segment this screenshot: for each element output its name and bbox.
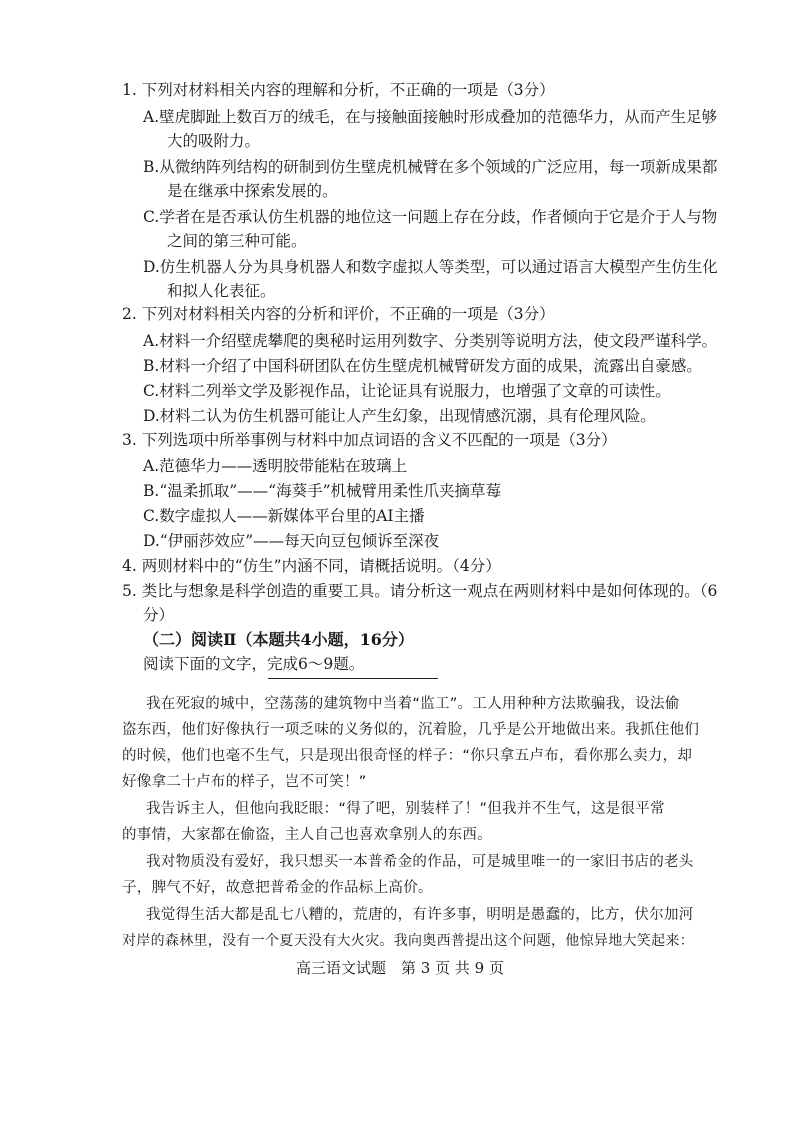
- passage-line: 的事情，大家都在偷盗，主人自己也喜欢拿别人的东西。: [122, 827, 492, 843]
- option-a: A.范德华力——透明胶带能粘在玻璃上: [143, 457, 408, 475]
- section-instruction: 阅读下面的文字，完成6～9题。: [143, 655, 365, 673]
- question-3: [122, 429, 617, 451]
- option-b: B.材料一介绍了中国科研团队在仿生壁虎机械臂研发方面的成果，流露出自豪感。: [143, 357, 702, 375]
- section-title: （二）阅读Ⅱ（本题共4小题，16分）: [143, 630, 414, 649]
- option-c-line2: 之间的第三种可能。: [167, 232, 307, 250]
- passage-divider: [268, 678, 438, 679]
- question-1: [122, 79, 555, 101]
- option-c: C.材料二列举文学及影视作品，让论证具有说服力，也增强了文章的可读性。: [143, 382, 671, 400]
- question-number: 2.: [122, 305, 137, 323]
- passage-line: 盗东西，他们好像执行一项乏味的义务似的，沉着脸，几乎是公开地做出来。我抓住他们: [122, 722, 700, 738]
- option-b-line1: B.从微纳阵列结构的研制到仿生壁虎机械臂在多个领域的广泛应用，每一项新成果都: [143, 158, 718, 176]
- option-a: A.材料一介绍壁虎攀爬的奥秘时运用列数字、分类别等说明方法，使文段严谨科学。: [143, 332, 718, 350]
- option-d-line2: 和拟人化表征。: [167, 282, 276, 300]
- option-c: C.数字虚拟人——新媒体平台里的AI主播: [143, 507, 425, 525]
- option-c-line1: C.学者在是否承认仿生机器的地位这一问题上存在分歧，作者倾向于它是介于人与物: [143, 208, 718, 226]
- page-footer: 高三语文试题 第 3 页 共 9 页: [296, 959, 504, 977]
- question-number: 3.: [122, 431, 137, 449]
- question-2: [122, 303, 555, 325]
- passage-line: 对岸的森林里，没有一个夏天没有大火灾。我向奥西普提出这个问题，他惊异地大笑起来：: [122, 933, 694, 949]
- option-b: B.“温柔抓取”——“海葵手”机械臂用柔性爪夹摘草莓: [143, 482, 502, 500]
- passage-line: 我在死寂的城中，空荡荡的建筑物中当着“监工”。工人用种种方法欺骗我，设法偷: [146, 696, 680, 712]
- option-d: D.“伊丽莎效应”——每天向豆包倾诉至深夜: [143, 532, 440, 550]
- question-number: 4.: [122, 557, 137, 575]
- question-stem: 下列对材料相关内容的分析和评价，不正确的一项是（3分）: [141, 305, 555, 323]
- question-5-continued: 分）: [143, 606, 175, 624]
- question-stem: 两则材料中的“仿生”内涵不同，请概括说明。（4分）: [141, 557, 501, 575]
- option-a-line2: 大的吸附力。: [167, 132, 261, 150]
- passage-line: 子，脾气不好，故意把普希金的作品标上高价。: [122, 880, 433, 896]
- question-stem: 下列对材料相关内容的理解和分析，不正确的一项是（3分）: [141, 81, 555, 99]
- passage-line: 的时候，他们也毫不生气，只是现出很奇怪的样子：“你只拿五卢布，看你那么卖力，却: [122, 748, 693, 764]
- passage-line: 我对物质没有爱好，我只想买一本普希金的作品，可是城里唯一的一家旧书店的老头: [146, 854, 694, 870]
- question-stem: 类比与想象是科学创造的重要工具。请分析这一观点在两则材料中是如何体现的。（6: [141, 582, 718, 600]
- passage-line: 好像拿二十卢布的样子，岂不可笑！”: [122, 774, 367, 790]
- passage-line: 我觉得生活大都是乱七八糟的，荒唐的，有许多事，明明是愚蠢的，比方，伏尔加河: [146, 907, 694, 923]
- option-d-line1: D.仿生机器人分为具身机器人和数字虚拟人等类型，可以通过语言大模型产生仿生化: [143, 258, 718, 276]
- question-number: 5.: [122, 582, 137, 600]
- question-4: [122, 555, 501, 577]
- passage-line: 我告诉主人，但他向我眨眼：“得了吧，别装样了！”但我并不生气，这是很平常: [146, 801, 665, 817]
- question-stem: 下列选项中所举事例与材料中加点词语的含义不匹配的一项是（3分）: [141, 431, 617, 449]
- option-a-line1: A.壁虎脚趾上数百万的绒毛，在与接触面接触时形成叠加的范德华力，从而产生足够: [143, 108, 718, 126]
- option-d: D.材料二认为仿生机器可能让人产生幻象，出现情感沉溺，具有伦理风险。: [143, 407, 656, 425]
- option-b-line2: 是在继承中探索发展的。: [167, 182, 338, 200]
- question-number: 1.: [122, 81, 137, 99]
- question-5: [122, 580, 717, 602]
